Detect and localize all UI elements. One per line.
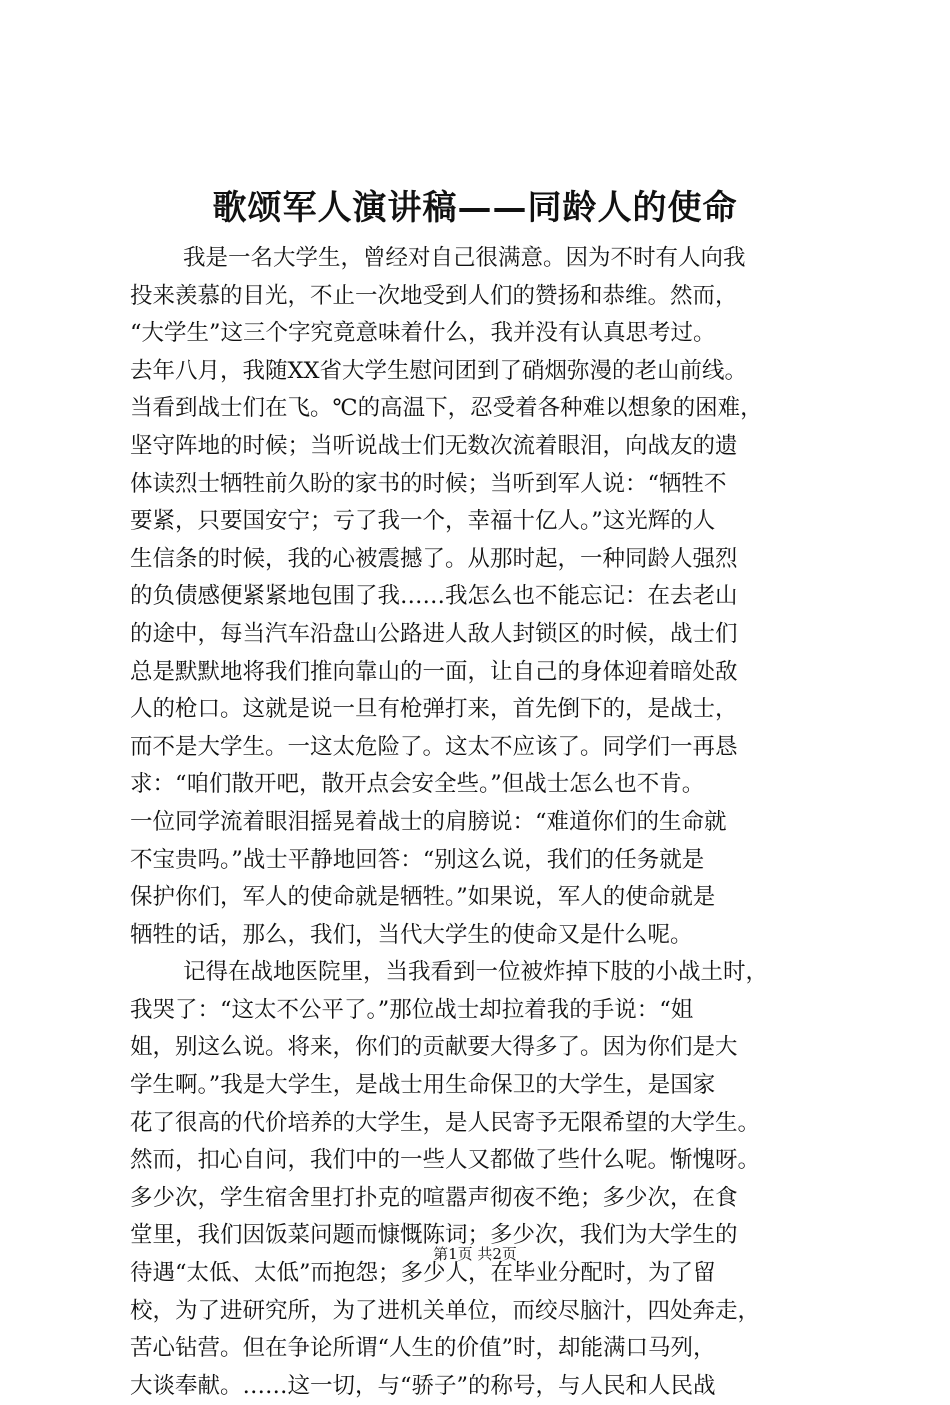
paragraph-line: 然而，扣心自问，我们中的一些人又都做了些什么呢。惭愧呀。 [130,1147,761,1174]
paragraph-line: 花了很高的代价培养的大学生，是人民寄予无限希望的大学生。 [130,1109,761,1136]
paragraph-line: 我哭了：“这太不公平了。”那位战士却拉着我的手说：“姐 [130,996,694,1023]
paragraph-line: 坚守阵地的时候；当听说战士们无数次流着眼泪，向战友的遗 [130,432,738,459]
paragraph-line: 而不是大学生。一这太危险了。这太不应该了。同学们一再恳 [130,733,738,760]
paragraph-line: 一位同学流着眼泪摇晃着战士的肩膀说：“难道你们的生命就 [130,808,727,835]
document-title: 歌颂军人演讲稿——同龄人的使命 [212,188,738,228]
paragraph-line: 学生啊。”我是大学生，是战士用生命保卫的大学生，是国家 [130,1072,716,1099]
document-body [130,240,835,1405]
paragraph-line: 投来羡慕的目光，不止一次地受到人们的赞扬和恭维。然而， [130,282,738,309]
paragraph-line: 保护你们，军人的使命就是牺牲。”如果说，军人的使命就是 [130,884,716,911]
paragraph-line: 堂里，我们因饭菜问题而慷慨陈词；多少次，我们为大学生的 [130,1222,738,1249]
paragraph-line: 牺牲的话，那么，我们，当代大学生的使命又是什么呢。 [130,921,693,948]
paragraph-line: 我是一名大学生，曾经对自己很满意。因为不时有人向我 [183,245,746,271]
paragraph-line: 的途中，每当汽车沿盘山公路进人敌人封锁区的时候，战士们 [130,620,738,647]
paragraph-line: 体读烈士牺牲前久盼的家书的时候；当听到军人说：“牺牲不 [130,470,727,497]
paragraph-line: “大学生”这三个字究竟意味着什么，我并没有认真思考过。 [130,320,716,347]
paragraph-line: 不宝贵吗。”战士平静地回答：“别这么说，我们的任务就是 [130,846,705,873]
paragraph-line: 苦心钻营。但在争论所谓“人生的价值”时，却能满口马列， [130,1335,716,1362]
page-footer: 第1页 共2页 [433,1245,517,1263]
paragraph-line: 要紧，只要国安宁；亏了我一个，幸福十亿人。”这光辉的人 [130,508,716,535]
paragraph-line: 大谈奉献。……这一切，与“骄子”的称号，与人民和人民战 [130,1372,716,1399]
paragraph-line: 记得在战地医院里，当我看到一位被炸掉下肢的小战土时， [183,959,769,986]
paragraph-line: 校，为了进研究所，为了进机关单位，而绞尽脑汁，四处奔走， [130,1297,761,1324]
paragraph-line: 生信条的时候，我的心被震撼了。从那时起，一种同龄人强烈 [130,545,738,572]
paragraph-line: 姐，别这么说。将来，你们的贡献要大得多了。因为你们是大 [130,1034,738,1061]
paragraph-line: 多少次，学生宿舍里打扑克的喧嚣声彻夜不绝；多少次，在食 [130,1184,738,1211]
paragraph-line: 总是默默地将我们推向靠山的一面，让自己的身体迎着暗处敌 [130,658,738,685]
paragraph-line: 求：“咱们散开吧，散开点会安全些。”但战士怎么也不肯。 [130,771,705,798]
paragraph-line: 的负债感便紧紧地包围了我……我怎么也不能忘记：在去老山 [130,583,738,610]
paragraph-line: 待遇“太低、太低”而抱怨；多少人，在毕业分配时，为了留 [130,1260,716,1287]
paragraph-line: 去年八月，我随XX省大学生慰问团到了硝烟弥漫的老山前线。 [130,357,748,384]
paragraph-line: 当看到战士们在飞。℃的高温下，忍受着各种难以想象的困难， [130,395,763,422]
paragraph-line: 人的枪口。这就是说一旦有枪弹打来，首先倒下的，是战士， [130,696,738,723]
